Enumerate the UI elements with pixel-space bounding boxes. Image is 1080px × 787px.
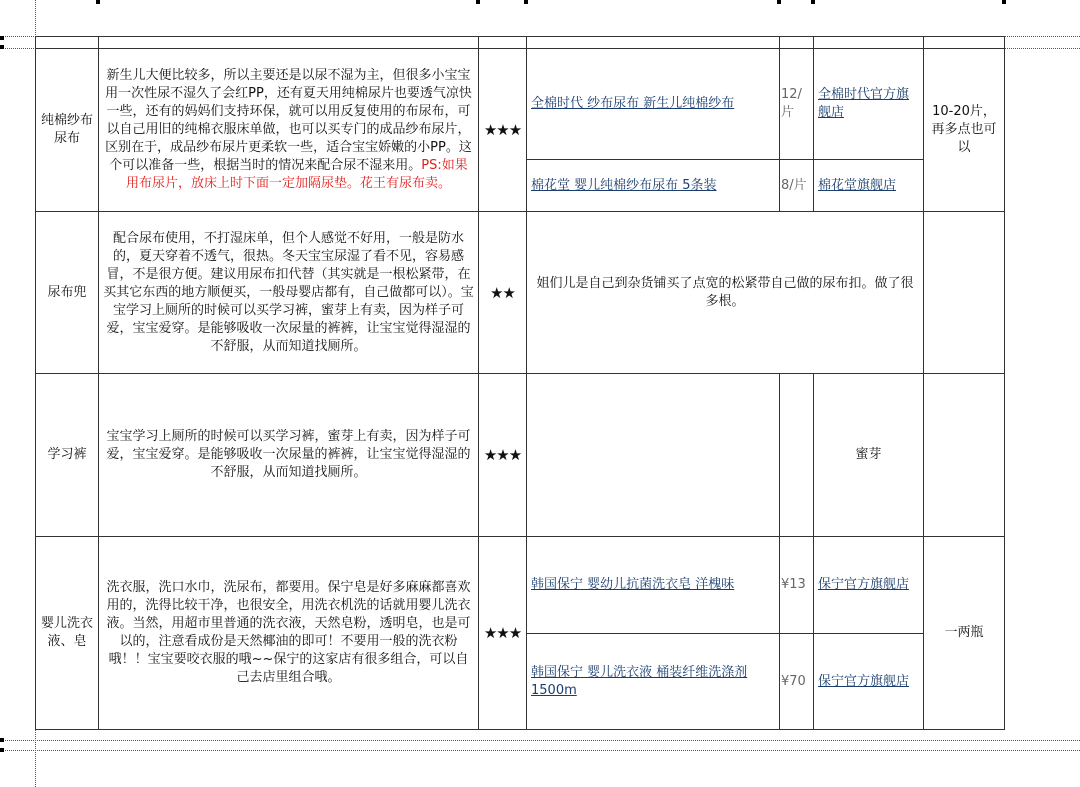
category-cell: 纯棉纱布尿布 xyxy=(35,48,99,212)
price-cell: 12/片 xyxy=(779,48,814,160)
rating-stars: ★★★ xyxy=(478,373,527,537)
product-link[interactable]: 韩国保宁 婴儿洗衣液 桶装纤维洗涤剂1500m xyxy=(531,664,748,698)
quantity-cell: 一两瓶 xyxy=(923,536,1005,730)
margin-marker xyxy=(0,36,4,40)
product-link[interactable]: 棉花堂 婴儿纯棉纱布尿布 5条装 xyxy=(531,177,717,193)
margin-marker xyxy=(0,748,4,752)
margin-marker xyxy=(1002,0,1006,4)
description-cell: 宝宝学习上厕所的时候可以买学习裤，蜜芽上有卖，因为样子可爱，宝宝爱穿。是能够吸收一次尿量的裤裤，让宝宝觉得湿湿的不舒服，从而知道找厕所。 xyxy=(98,373,479,537)
margin-marker xyxy=(811,0,815,4)
store-link[interactable]: 棉花堂旗舰店 xyxy=(818,177,897,193)
quantity-cell xyxy=(923,373,1005,537)
store-link[interactable]: 保宁官方旗舰店 xyxy=(818,577,910,592)
price-cell: ¥70 xyxy=(779,633,814,730)
product-link[interactable]: 韩国保宁 婴幼儿抗菌洗衣皂 洋槐味 xyxy=(531,577,735,592)
rating-stars: ★★★ xyxy=(478,48,527,212)
description-text: 新生儿大便比较多，所以主要还是以尿不湿为主，但很多小宝宝用一次性尿不湿久了会红PP，还有夏天用纯棉尿片也要透气凉快一些，还有的妈妈们支持环保，就可以用反复使用的布尿布，可以自己用旧的纯棉衣服床单做，也可以买专门的成品纱布尿片，区别在于，成品纱布尿片更柔软一些，适合宝宝娇嫩的小PP。这个可以准备一些，根据当时的情况来配合尿不湿来用。 xyxy=(105,68,472,173)
quantity-cell: 10-20片，再多点也可以 xyxy=(923,48,1005,212)
price-cell xyxy=(779,373,814,537)
guide-line xyxy=(0,750,1080,751)
margin-marker xyxy=(0,738,4,742)
rating-stars: ★★ xyxy=(478,211,527,374)
margin-marker xyxy=(96,0,100,4)
category-cell: 婴儿洗衣液、皂 xyxy=(35,536,99,730)
description-cell: 洗衣服，洗口水巾，洗尿布，都要用。保宁皂是好多麻麻都喜欢用的，洗得比较干净，也很安全，用洗衣机洗的话就用婴儿洗衣液。当然，用超市里普通的洗衣液，天然皂粉，透明皂，也是可以的，注意看成份是天然椰油的即可！不要用一般的洗衣粉哦！！宝宝要咬衣服的哦~~保宁的这家店有很多组合，可以自己去店里组合哦。 xyxy=(98,536,479,730)
rating-stars: ★★★ xyxy=(478,536,527,730)
description-cell: 配合尿布使用，不打湿床单，但个人感觉不好用，一般是防水的，夏天穿着不透气，很热。冬天宝宝尿湿了看不见，容易感冒，不是很方便。建议用尿布扣代替（其实就是一根松紧带，在买其它东西的地方顺便买，一般母婴店都有，自己做都可以）。宝宝学习上厕所的时候可以买学习裤，蜜芽上有卖，因为样子可爱，宝宝爱穿。是能够吸收一次尿量的裤裤，让宝宝觉得湿湿的不舒服，从而知道找厕所。 xyxy=(98,211,479,374)
margin-marker xyxy=(777,0,781,4)
store-link[interactable]: 全棉时代官方旗舰店 xyxy=(818,87,910,120)
store-cell: 蜜芽 xyxy=(813,373,924,537)
price-cell: 8/片 xyxy=(779,159,814,212)
price-cell: ¥13 xyxy=(779,536,814,634)
note-text: PS:如果用布尿片，放床上时下面一定加隔尿垫。花王有尿布卖。 xyxy=(125,158,468,191)
description-cell xyxy=(98,48,479,212)
product-cell xyxy=(526,373,780,537)
product-link[interactable]: 全棉时代 纱布尿布 新生儿纯棉纱布 xyxy=(531,96,735,111)
remark-cell: 姐们儿是自己到杂货铺买了点宽的松紧带自己做的尿布扣。做了很多根。 xyxy=(526,211,924,374)
category-cell: 学习裤 xyxy=(35,373,99,537)
margin-marker xyxy=(524,0,528,4)
margin-marker xyxy=(476,0,480,4)
quantity-cell xyxy=(923,211,1005,374)
category-cell: 尿布兜 xyxy=(35,211,99,374)
guide-line xyxy=(0,740,1080,741)
margin-marker xyxy=(0,45,4,49)
store-link[interactable]: 保宁官方旗舰店 xyxy=(818,673,910,689)
